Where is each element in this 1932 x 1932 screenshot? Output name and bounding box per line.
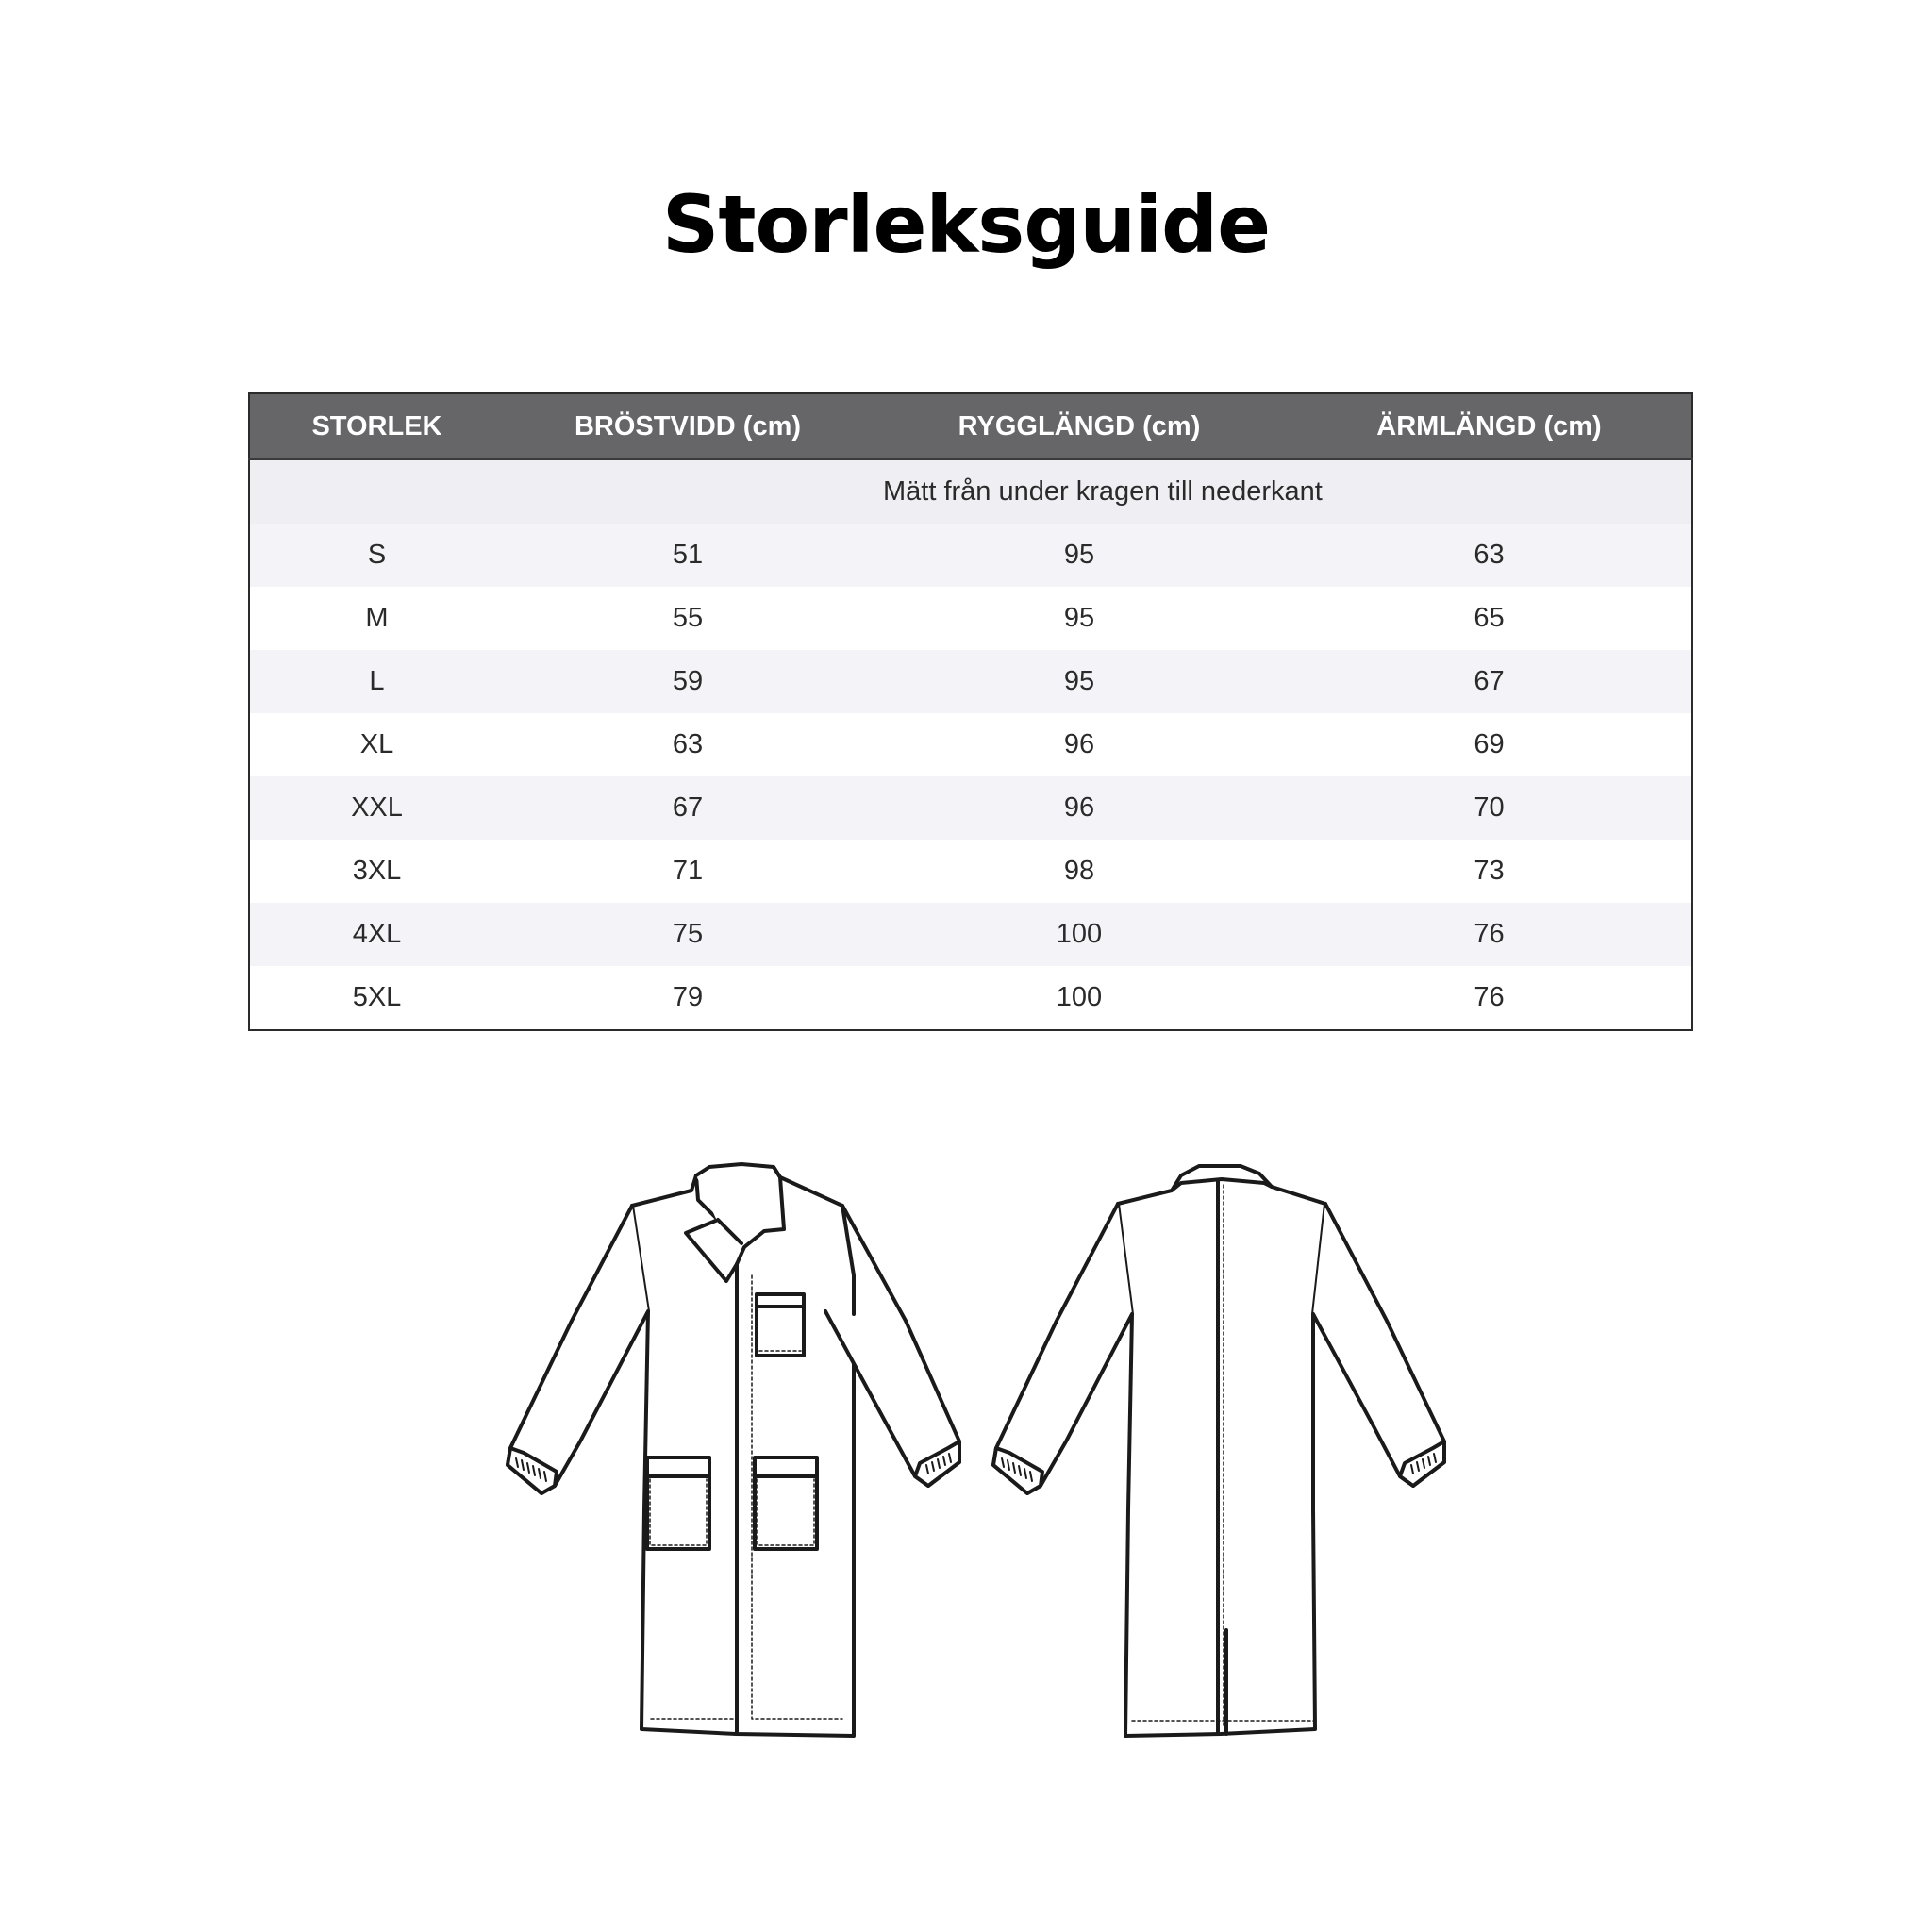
table-header-row <box>249 393 1692 459</box>
size-cell: 5XL <box>249 966 504 1030</box>
header-chest-width: BRÖSTVIDD (cm) <box>504 393 872 459</box>
table-row <box>249 776 1692 840</box>
sleeve-length-cell: 73 <box>1287 840 1692 903</box>
table-row <box>249 713 1692 776</box>
chest-cell: 75 <box>504 903 872 966</box>
back-length-cell: 100 <box>872 903 1287 966</box>
size-cell: 4XL <box>249 903 504 966</box>
size-cell: S <box>249 524 504 587</box>
chest-cell: 79 <box>504 966 872 1030</box>
lab-coat-front-icon <box>508 1164 959 1736</box>
back-length-cell: 95 <box>872 587 1287 650</box>
measurement-note-row <box>249 459 1692 524</box>
size-cell: L <box>249 650 504 713</box>
size-cell: M <box>249 587 504 650</box>
table-row <box>249 524 1692 587</box>
chest-cell: 51 <box>504 524 872 587</box>
back-length-cell: 96 <box>872 713 1287 776</box>
chest-cell: 71 <box>504 840 872 903</box>
size-cell: XL <box>249 713 504 776</box>
lab-coat-back-icon <box>993 1166 1444 1736</box>
table-row <box>249 840 1692 903</box>
back-length-cell: 100 <box>872 966 1287 1030</box>
sleeve-length-cell: 70 <box>1287 776 1692 840</box>
table-row <box>249 903 1692 966</box>
sleeve-length-cell: 76 <box>1287 966 1692 1030</box>
header-sleeve-length: ÄRMLÄNGD (cm) <box>1287 393 1692 459</box>
header-size: STORLEK <box>249 393 504 459</box>
sleeve-length-cell: 67 <box>1287 650 1692 713</box>
table-row <box>249 587 1692 650</box>
chest-cell: 55 <box>504 587 872 650</box>
size-chart-table <box>248 392 1693 1031</box>
sleeve-length-cell: 69 <box>1287 713 1692 776</box>
back-length-cell: 96 <box>872 776 1287 840</box>
chest-cell: 63 <box>504 713 872 776</box>
measurement-note: Mätt från under kragen till nederkant <box>883 476 1323 507</box>
size-cell: 3XL <box>249 840 504 903</box>
chest-cell: 67 <box>504 776 872 840</box>
header-back-length: RYGGLÄNGD (cm) <box>872 393 1287 459</box>
table-row <box>249 650 1692 713</box>
back-length-cell: 95 <box>872 650 1287 713</box>
back-length-cell: 98 <box>872 840 1287 903</box>
size-cell: XXL <box>249 776 504 840</box>
sleeve-length-cell: 65 <box>1287 587 1692 650</box>
page-title: Storleksguide <box>661 178 1271 271</box>
sleeve-length-cell: 76 <box>1287 903 1692 966</box>
chest-cell: 59 <box>504 650 872 713</box>
sleeve-length-cell: 63 <box>1287 524 1692 587</box>
back-length-cell: 95 <box>872 524 1287 587</box>
coat-illustrations <box>0 1151 1932 1755</box>
table-row <box>249 966 1692 1030</box>
